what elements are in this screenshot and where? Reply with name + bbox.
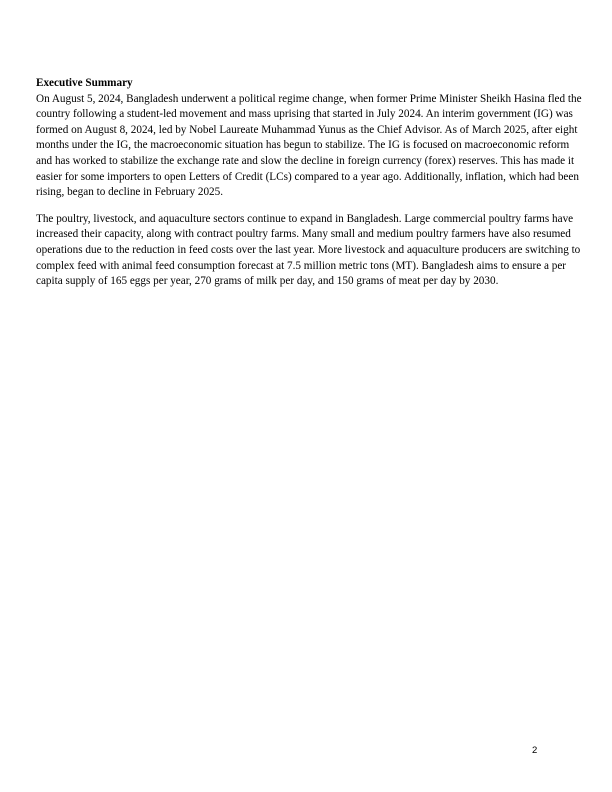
document-body	[36, 76, 582, 290]
section-heading: Executive Summary	[36, 77, 133, 89]
page-number: 2	[532, 745, 538, 756]
paragraph-sector-overview: The poultry, livestock, and aquaculture sectors continue to expand in Bangladesh. Large commercial poultry farms have increased their capacity, along with contract poultry farms. Many small and medium poultry farmers have also resumed operations due to the reduction in feed costs over the last year. More livestock and aquaculture producers are switching to complex feed with animal feed consumption forecast at 7.5 million metric tons (MT). Bangladesh aims to ensure a per capita supply of 165 eggs per year, 270 grams of milk per day, and 150 grams of meat per day by 2030.	[36, 212, 581, 288]
paragraph-political-situation: On August 5, 2024, Bangladesh underwent a political regime change, when former Prime Minister Sheikh Hasina fled the country following a student-led movement and mass uprising that started in July 2024. An interim government (IG) was formed on August 8, 2024, led by Nobel Laureate Muhammad Yunus as the Chief Advisor. As of March 2025, after eight months under the IG, the macroeconomic situation has begun to stabilize. The IG is focused on macroeconomic reform and has worked to stabilize the exchange rate and slow the decline in foreign currency (forex) reserves. This has made it easier for some importers to open Letters of Credit (LCs) compared to a year ago. Additionally, inflation, which had been rising, began to decline in February 2025.	[36, 92, 582, 199]
